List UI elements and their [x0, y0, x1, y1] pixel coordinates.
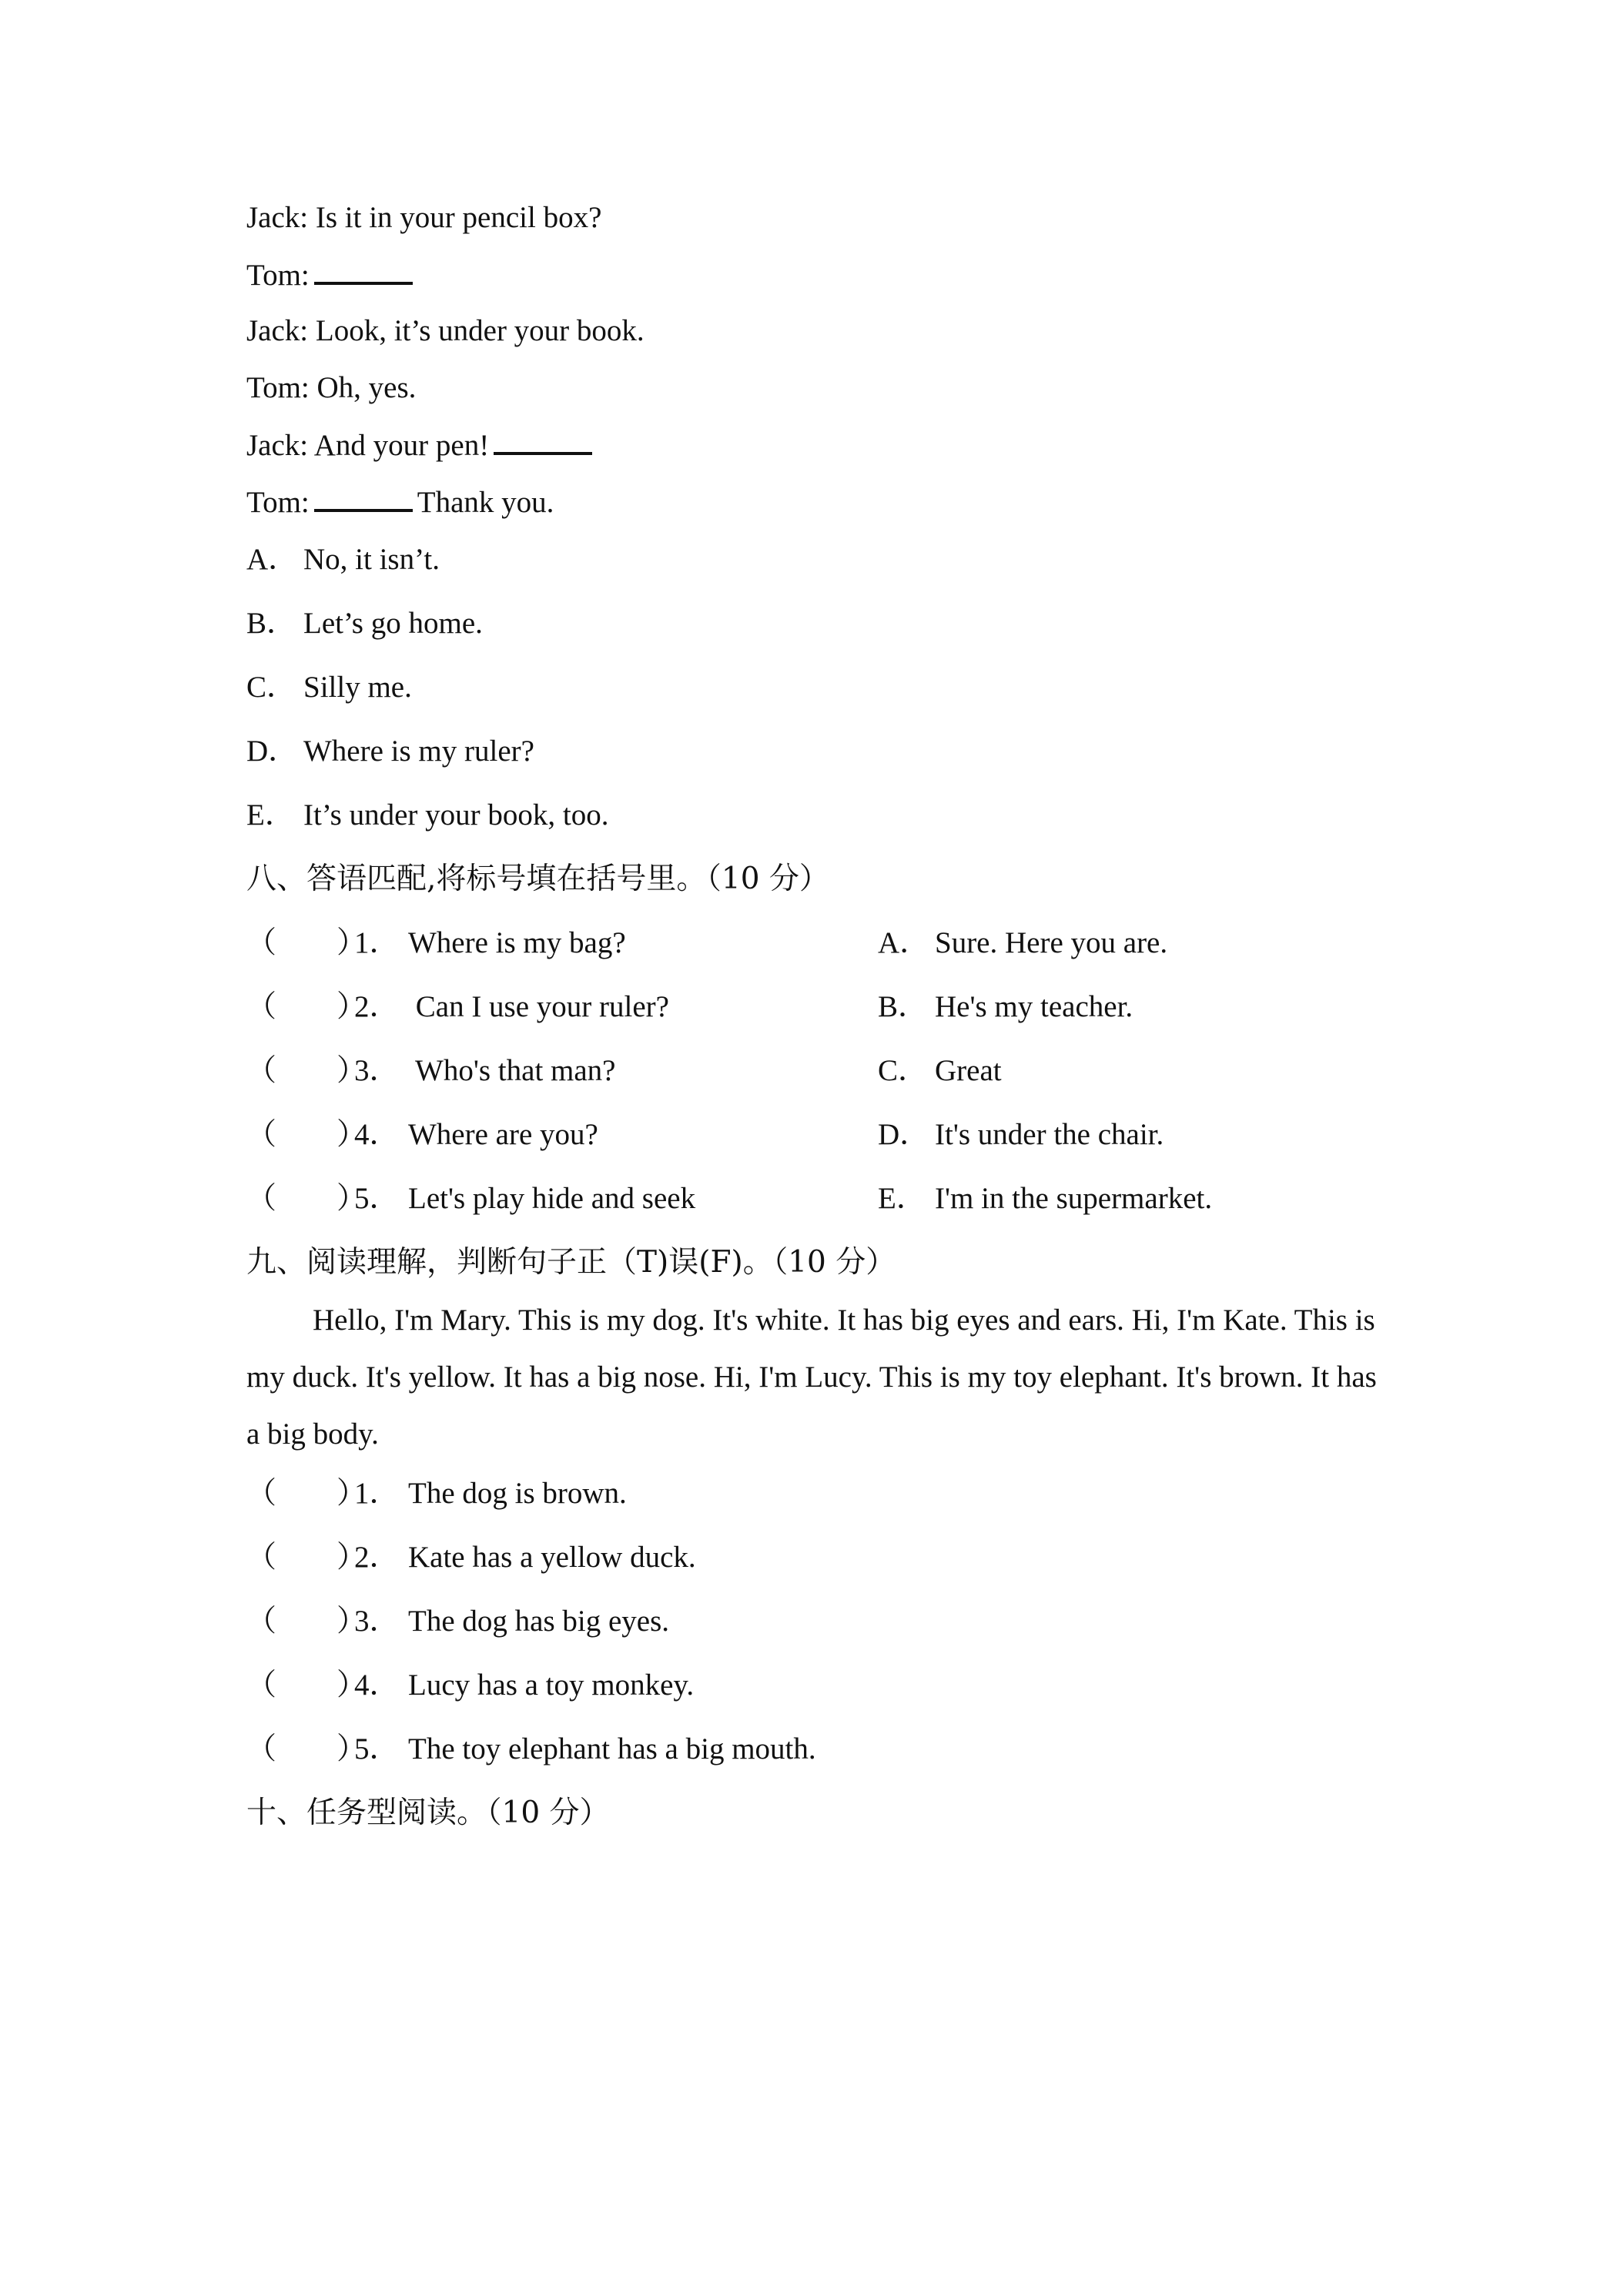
dialogue-line: Tom: [246, 256, 417, 295]
section-heading: 十、任务型阅读。（10 分） [246, 1796, 610, 1830]
answer-paren[interactable]: （ ） [246, 1054, 367, 1087]
section-heading: 九、阅读理解，判断句子正（T)误(F)。（10 分） [246, 1245, 896, 1280]
option-item: C． Silly me. [246, 671, 412, 704]
answer-option: A． Sure. Here you are. [878, 926, 1168, 959]
answer-blank[interactable] [314, 256, 413, 285]
dialogue-line: Tom: Oh, yes. [246, 371, 417, 404]
question-row: （ ）5． Let's play hide and seek [246, 1180, 695, 1218]
answer-option: C． Great [878, 1054, 1002, 1087]
dialogue-line: Tom: Thank you. [246, 483, 554, 522]
statement-row: （ ）3． The dog has big eyes. [246, 1602, 669, 1641]
dialogue-line: Jack: Is it in your pencil box? [246, 201, 602, 234]
question-row: （ ）2． Can I use your ruler? [246, 988, 669, 1026]
answer-option: B． He's my teacher. [878, 990, 1133, 1023]
answer-paren[interactable]: （ ） [246, 1541, 367, 1574]
answer-paren[interactable]: （ ） [246, 926, 367, 959]
answer-option: E． I'm in the supermarket. [878, 1182, 1213, 1215]
answer-option: D． It's under the chair. [878, 1118, 1164, 1151]
reading-passage: Hello, I'm Mary. This is my dog. It's white. It has big eyes and ears. Hi, I'm Kate. This is my duck. It's yellow. It has a big nose. Hi, I'm Lucy. This is my toy elephant. It's brown. It has a big body. [246, 1304, 1377, 1451]
dialogue-line: Jack: And your pen! [246, 426, 597, 465]
dialogue-line: Jack: Look, it’s under your book. [246, 314, 645, 347]
answer-paren[interactable]: （ ） [246, 1477, 367, 1510]
answer-paren[interactable]: （ ） [246, 1182, 367, 1215]
question-row: （ ）4． Where are you? [246, 1116, 598, 1154]
statement-row: （ ）1． The dog is brown. [246, 1474, 627, 1513]
statement-row: （ ）4． Lucy has a toy monkey. [246, 1666, 694, 1705]
answer-paren[interactable]: （ ） [246, 990, 367, 1023]
answer-paren[interactable]: （ ） [246, 1732, 367, 1766]
answer-blank[interactable] [494, 426, 592, 455]
answer-paren[interactable]: （ ） [246, 1118, 367, 1151]
statement-row: （ ）5． The toy elephant has a big mouth. [246, 1730, 816, 1769]
question-row: （ ）3． Who's that man? [246, 1052, 616, 1090]
option-item: D． Where is my ruler? [246, 735, 534, 768]
option-item: E． It’s under your book, too. [246, 798, 609, 832]
answer-paren[interactable]: （ ） [246, 1605, 367, 1638]
option-item: A． No, it isn’t. [246, 543, 440, 576]
answer-paren[interactable]: （ ） [246, 1668, 367, 1702]
section-heading: 八、答语匹配,将标号填在括号里。（10 分） [246, 862, 829, 896]
statement-row: （ ）2． Kate has a yellow duck. [246, 1538, 696, 1577]
answer-blank[interactable] [314, 483, 413, 512]
question-row: （ ）1． Where is my bag? [246, 924, 626, 962]
option-item: B． Let’s go home. [246, 607, 483, 640]
